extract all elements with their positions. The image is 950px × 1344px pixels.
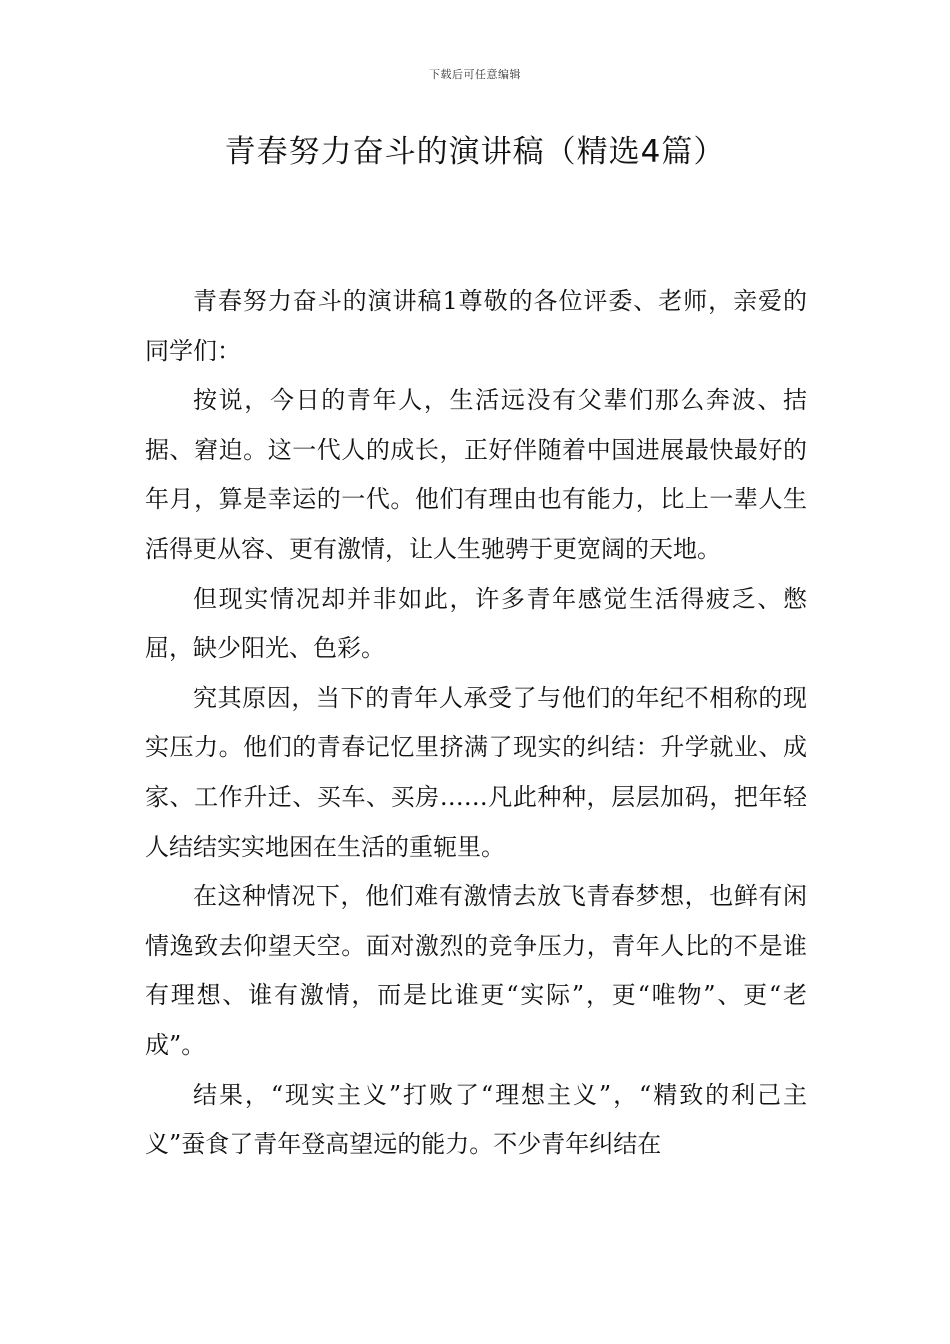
paragraph-2: 按说，今日的青年人，生活远没有父辈们那么奔波、拮据、窘迫。这一代人的成长，正好伴随着中国进展最快最好的年月，算是幸运的一代。他们有理由也有能力，比上一辈人生活得更从容、更有激情，让人生驰骋于更宽阔的天地。 (145, 386, 807, 563)
paragraph-5: 在这种情况下，他们难有激情去放飞青春梦想，也鲜有闲情逸致去仰望天空。面对激烈的竞争压力，青年人比的不是谁有理想、谁有激情，而是比谁更“实际”，更“唯物”、更“老成”。 (145, 882, 807, 1059)
paragraph-6: 结果，“现实主义”打败了“理想主义”，“精致的利己主义”蚕食了青年登高望远的能力。不少青年纠结在 (145, 1080, 807, 1159)
document-title: 青春努力奋斗的演讲稿（精选4篇） (224, 134, 726, 170)
paragraph-3: 但现实情况却并非如此，许多青年感觉生活得疲乏、憋屈，缺少阳光、色彩。 (145, 584, 807, 663)
paragraph-4: 究其原因，当下的青年人承受了与他们的年纪不相称的现实压力。他们的青春记忆里挤满了现实的纠结：升学就业、成家、工作升迁、买车、买房……凡此种种，层层加码，把年轻人结结实实地困在生活的重轭里。 (145, 683, 807, 861)
document-body (145, 277, 807, 1170)
header-note: 下载后可任意编辑 (429, 68, 521, 81)
paragraph-1: 青春努力奋斗的演讲稿1尊敬的各位评委、老师，亲爱的同学们： (145, 287, 807, 365)
